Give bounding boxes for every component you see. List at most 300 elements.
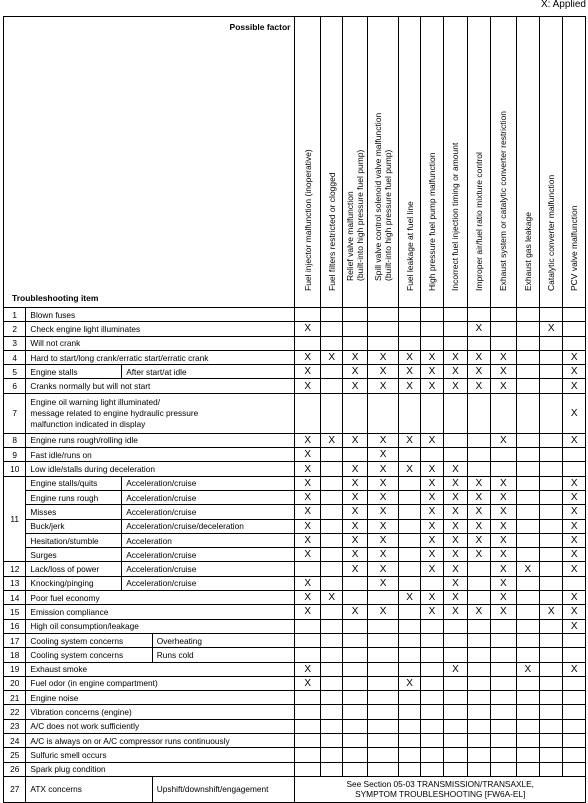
empty-cell — [444, 719, 467, 733]
table-row — [4, 519, 586, 533]
applied-mark: X — [420, 591, 443, 605]
header-corner — [4, 17, 295, 308]
empty-cell — [444, 748, 467, 762]
empty-cell — [399, 619, 420, 633]
empty-cell — [491, 691, 516, 705]
applied-mark: X — [444, 505, 467, 519]
empty-cell — [467, 762, 490, 776]
empty-cell — [420, 619, 443, 633]
row-number: 25 — [4, 748, 26, 762]
row-condition: Upshift/downshift/engagement — [152, 776, 295, 802]
row-item: Spark plug condition — [26, 762, 295, 776]
empty-cell — [516, 734, 539, 748]
row-number: 8 — [4, 433, 26, 447]
empty-cell — [367, 705, 399, 719]
empty-cell — [420, 322, 443, 336]
empty-cell — [491, 648, 516, 662]
factor-header — [420, 17, 443, 308]
empty-cell — [420, 676, 443, 690]
row-number: 12 — [4, 562, 26, 576]
empty-cell — [399, 519, 420, 533]
empty-cell — [367, 748, 399, 762]
applied-mark: X — [320, 433, 342, 447]
troubleshooting-item-label: Troubleshooting item — [12, 293, 99, 303]
empty-cell — [540, 476, 563, 490]
empty-cell — [540, 648, 563, 662]
table-row — [4, 533, 586, 547]
table-row — [4, 562, 586, 576]
empty-cell — [467, 676, 490, 690]
row-item: Emission compliance — [26, 605, 295, 619]
empty-cell — [540, 748, 563, 762]
empty-cell — [320, 605, 342, 619]
applied-mark: X — [563, 562, 586, 576]
applied-mark: X — [343, 462, 367, 476]
empty-cell — [467, 562, 490, 576]
empty-cell — [563, 322, 586, 336]
empty-cell — [540, 519, 563, 533]
empty-cell — [540, 433, 563, 447]
factor-label: High pressure fuel pump malfunction — [427, 152, 438, 291]
empty-cell — [320, 336, 342, 350]
empty-cell — [399, 576, 420, 590]
table-row — [4, 393, 586, 433]
applied-mark: X — [467, 533, 490, 547]
empty-cell — [320, 462, 342, 476]
possible-factor-label: Possible factor — [229, 22, 291, 32]
table-row — [4, 605, 586, 619]
empty-cell — [343, 734, 367, 748]
applied-mark: X — [563, 350, 586, 364]
empty-cell — [399, 662, 420, 676]
applied-mark: X — [563, 476, 586, 490]
row-condition: Overheating — [152, 633, 295, 647]
empty-cell — [399, 605, 420, 619]
empty-cell — [320, 576, 342, 590]
empty-cell — [516, 350, 539, 364]
empty-cell — [467, 462, 490, 476]
factor-label: Exhaust system or catalytic converter restriction — [498, 111, 509, 291]
empty-cell — [320, 562, 342, 576]
table-row — [4, 633, 586, 647]
applied-mark: X — [467, 490, 490, 504]
applied-mark: X — [444, 476, 467, 490]
row-condition: Acceleration/cruise — [122, 490, 295, 504]
applied-mark: X — [491, 605, 516, 619]
applied-mark: X — [444, 605, 467, 619]
row-item: Will not crank — [26, 336, 295, 350]
empty-cell — [516, 548, 539, 562]
applied-mark: X — [295, 662, 320, 676]
row-number: 17 — [4, 633, 26, 647]
empty-cell — [491, 748, 516, 762]
empty-cell — [540, 633, 563, 647]
row-number: 16 — [4, 619, 26, 633]
empty-cell — [367, 591, 399, 605]
empty-cell — [491, 393, 516, 433]
empty-cell — [320, 762, 342, 776]
empty-cell — [343, 308, 367, 322]
factor-header — [563, 17, 586, 308]
empty-cell — [491, 719, 516, 733]
empty-cell — [563, 734, 586, 748]
table-row — [4, 676, 586, 690]
table-body — [4, 308, 586, 803]
empty-cell — [467, 448, 490, 462]
applied-mark: X — [343, 433, 367, 447]
table-row — [4, 322, 586, 336]
empty-cell — [399, 691, 420, 705]
empty-cell — [516, 633, 539, 647]
factor-label: Incorrect fuel injection timing or amount — [450, 142, 461, 291]
applied-mark: X — [367, 433, 399, 447]
applied-mark: X — [563, 379, 586, 393]
factor-header — [367, 17, 399, 308]
empty-cell — [320, 365, 342, 379]
applied-mark: X — [563, 365, 586, 379]
empty-cell — [320, 719, 342, 733]
applied-mark: X — [563, 605, 586, 619]
row-condition: Acceleration/cruise — [122, 548, 295, 562]
empty-cell — [444, 691, 467, 705]
applied-mark: X — [367, 519, 399, 533]
applied-mark: X — [467, 350, 490, 364]
table-row — [4, 548, 586, 562]
applied-mark: X — [399, 433, 420, 447]
applied-mark: X — [320, 591, 342, 605]
applied-mark: X — [420, 533, 443, 547]
empty-cell — [343, 322, 367, 336]
empty-cell — [320, 662, 342, 676]
applied-mark: X — [367, 576, 399, 590]
applied-mark: X — [444, 379, 467, 393]
applied-mark: X — [399, 379, 420, 393]
empty-cell — [367, 619, 399, 633]
factor-label: Fuel leakage at fuel line — [404, 201, 415, 291]
empty-cell — [320, 676, 342, 690]
applied-mark: X — [367, 490, 399, 504]
header-row — [4, 17, 586, 308]
row-item: ATX concerns — [26, 776, 152, 802]
applied-mark: X — [444, 576, 467, 590]
row-number: 21 — [4, 691, 26, 705]
empty-cell — [563, 336, 586, 350]
empty-cell — [540, 734, 563, 748]
row-item: Misses — [26, 505, 122, 519]
row-number: 24 — [4, 734, 26, 748]
legend: X: Applied — [540, 0, 586, 10]
empty-cell — [399, 308, 420, 322]
empty-cell — [516, 748, 539, 762]
row-item: Sulfuric smell occurs — [26, 748, 295, 762]
applied-mark: X — [491, 433, 516, 447]
applied-mark: X — [295, 448, 320, 462]
empty-cell — [320, 548, 342, 562]
empty-cell — [540, 336, 563, 350]
applied-mark: X — [343, 505, 367, 519]
empty-cell — [540, 505, 563, 519]
empty-cell — [540, 619, 563, 633]
applied-mark: X — [491, 562, 516, 576]
empty-cell — [563, 576, 586, 590]
row-item: Engine stalls/quits — [26, 476, 122, 490]
empty-cell — [444, 705, 467, 719]
empty-cell — [563, 633, 586, 647]
empty-cell — [367, 662, 399, 676]
empty-cell — [343, 336, 367, 350]
row-item: Poor fuel economy — [26, 591, 295, 605]
empty-cell — [399, 476, 420, 490]
empty-cell — [516, 762, 539, 776]
applied-mark: X — [295, 505, 320, 519]
empty-cell — [399, 705, 420, 719]
table-row — [4, 490, 586, 504]
empty-cell — [343, 662, 367, 676]
table-row — [4, 648, 586, 662]
empty-cell — [467, 719, 490, 733]
applied-mark: X — [563, 619, 586, 633]
applied-mark: X — [367, 533, 399, 547]
factor-label: Relief valve malfunction (built-into high pressure fuel pump) — [345, 149, 366, 281]
empty-cell — [295, 734, 320, 748]
empty-cell — [540, 393, 563, 433]
row-number: 19 — [4, 662, 26, 676]
applied-mark: X — [399, 350, 420, 364]
applied-mark: X — [516, 662, 539, 676]
table-row — [4, 476, 586, 490]
empty-cell — [399, 548, 420, 562]
empty-cell — [367, 633, 399, 647]
row-condition: Acceleration/cruise — [122, 576, 295, 590]
empty-cell — [320, 308, 342, 322]
applied-mark: X — [444, 591, 467, 605]
empty-cell — [420, 762, 443, 776]
applied-mark: X — [467, 476, 490, 490]
table-row — [4, 379, 586, 393]
row-number: 1 — [4, 308, 26, 322]
row-item: Hard to start/long crank/erratic start/erratic crank — [26, 350, 295, 364]
empty-cell — [516, 676, 539, 690]
empty-cell — [540, 762, 563, 776]
applied-mark: X — [295, 322, 320, 336]
empty-cell — [399, 336, 420, 350]
empty-cell — [444, 322, 467, 336]
table-row — [4, 576, 586, 590]
empty-cell — [491, 705, 516, 719]
factor-header — [516, 17, 539, 308]
empty-cell — [467, 691, 490, 705]
applied-mark: X — [491, 365, 516, 379]
applied-mark: X — [420, 433, 443, 447]
empty-cell — [491, 322, 516, 336]
empty-cell — [467, 633, 490, 647]
applied-mark: X — [295, 605, 320, 619]
applied-mark: X — [491, 379, 516, 393]
empty-cell — [295, 562, 320, 576]
factor-header — [491, 17, 516, 308]
applied-mark: X — [491, 533, 516, 547]
empty-cell — [420, 308, 443, 322]
applied-mark: X — [295, 433, 320, 447]
applied-mark: X — [491, 505, 516, 519]
empty-cell — [444, 676, 467, 690]
applied-mark: X — [367, 462, 399, 476]
empty-cell — [420, 662, 443, 676]
row-number: 5 — [4, 365, 26, 379]
row-number: 27 — [4, 776, 26, 802]
empty-cell — [420, 734, 443, 748]
empty-cell — [467, 734, 490, 748]
row-number: 23 — [4, 719, 26, 733]
applied-mark: X — [516, 562, 539, 576]
empty-cell — [367, 308, 399, 322]
empty-cell — [399, 505, 420, 519]
empty-cell — [516, 308, 539, 322]
empty-cell — [516, 379, 539, 393]
empty-cell — [295, 336, 320, 350]
row-item: A/C does not work sufficiently — [26, 719, 295, 733]
applied-mark: X — [444, 490, 467, 504]
applied-mark: X — [444, 365, 467, 379]
applied-mark: X — [367, 562, 399, 576]
table-row — [4, 505, 586, 519]
factor-label: Improper air/fuel ratio mixture control — [473, 152, 484, 291]
empty-cell — [320, 705, 342, 719]
row-item: Cranks normally but will not start — [26, 379, 295, 393]
empty-cell — [420, 336, 443, 350]
applied-mark: X — [420, 562, 443, 576]
empty-cell — [343, 762, 367, 776]
empty-cell — [399, 734, 420, 748]
row-item: Knocking/pinging — [26, 576, 122, 590]
see-section-note: See Section 05-03 TRANSMISSION/TRANSAXLE, SYMPTOM TROUBLESHOOTING [FW6A-EL] — [295, 776, 586, 802]
empty-cell — [399, 562, 420, 576]
empty-cell — [295, 648, 320, 662]
empty-cell — [540, 705, 563, 719]
applied-mark: X — [563, 393, 586, 433]
empty-cell — [516, 462, 539, 476]
empty-cell — [320, 619, 342, 633]
empty-cell — [540, 548, 563, 562]
empty-cell — [399, 648, 420, 662]
applied-mark: X — [343, 519, 367, 533]
empty-cell — [467, 648, 490, 662]
factor-label: Catalytic converter malfunction — [546, 174, 557, 291]
empty-cell — [516, 705, 539, 719]
empty-cell — [516, 591, 539, 605]
row-item: Fuel odor (in engine compartment) — [26, 676, 295, 690]
empty-cell — [320, 648, 342, 662]
applied-mark: X — [420, 548, 443, 562]
row-item: A/C is always on or A/C compressor runs continuously — [26, 734, 295, 748]
empty-cell — [320, 476, 342, 490]
empty-cell — [320, 691, 342, 705]
applied-mark: X — [295, 533, 320, 547]
factor-header — [295, 17, 320, 308]
empty-cell — [367, 393, 399, 433]
empty-cell — [516, 365, 539, 379]
applied-mark: X — [420, 365, 443, 379]
empty-cell — [295, 705, 320, 719]
row-condition: After start/at idle — [122, 365, 295, 379]
applied-mark: X — [295, 365, 320, 379]
empty-cell — [367, 322, 399, 336]
applied-mark: X — [563, 533, 586, 547]
applied-mark: X — [295, 591, 320, 605]
applied-mark: X — [491, 476, 516, 490]
applied-mark: X — [343, 490, 367, 504]
factor-header — [540, 17, 563, 308]
applied-mark: X — [563, 662, 586, 676]
applied-mark: X — [491, 490, 516, 504]
table-row — [4, 705, 586, 719]
factor-header — [320, 17, 342, 308]
table-row — [4, 336, 586, 350]
empty-cell — [491, 308, 516, 322]
empty-cell — [320, 505, 342, 519]
empty-cell — [420, 719, 443, 733]
empty-cell — [367, 691, 399, 705]
empty-cell — [320, 448, 342, 462]
applied-mark: X — [420, 519, 443, 533]
row-item: Cooling system concerns — [26, 633, 152, 647]
empty-cell — [516, 605, 539, 619]
applied-mark: X — [399, 591, 420, 605]
empty-cell — [343, 676, 367, 690]
empty-cell — [491, 619, 516, 633]
row-number: 13 — [4, 576, 26, 590]
applied-mark: X — [320, 350, 342, 364]
empty-cell — [491, 676, 516, 690]
empty-cell — [540, 462, 563, 476]
row-number: 15 — [4, 605, 26, 619]
applied-mark: X — [444, 662, 467, 676]
row-item: Check engine light illuminates — [26, 322, 295, 336]
row-condition: Acceleration — [122, 533, 295, 547]
empty-cell — [540, 350, 563, 364]
applied-mark: X — [467, 548, 490, 562]
empty-cell — [420, 633, 443, 647]
empty-cell — [367, 676, 399, 690]
factor-label: Spill valve control solenoid valve malfunction (built-into high pressure fuel pump) — [373, 112, 394, 281]
empty-cell — [467, 705, 490, 719]
empty-cell — [420, 705, 443, 719]
empty-cell — [516, 719, 539, 733]
applied-mark: X — [444, 533, 467, 547]
empty-cell — [320, 379, 342, 393]
row-item: Engine stalls — [26, 365, 122, 379]
empty-cell — [343, 633, 367, 647]
table-row — [4, 734, 586, 748]
applied-mark: X — [563, 490, 586, 504]
empty-cell — [540, 562, 563, 576]
applied-mark: X — [491, 548, 516, 562]
empty-cell — [343, 591, 367, 605]
empty-cell — [367, 762, 399, 776]
applied-mark: X — [467, 379, 490, 393]
factor-label: Exhaust gas leakage — [522, 212, 533, 291]
empty-cell — [540, 591, 563, 605]
applied-mark: X — [367, 548, 399, 562]
empty-cell — [343, 719, 367, 733]
applied-mark: X — [295, 576, 320, 590]
empty-cell — [320, 322, 342, 336]
applied-mark: X — [563, 548, 586, 562]
applied-mark: X — [563, 519, 586, 533]
empty-cell — [540, 691, 563, 705]
empty-cell — [491, 662, 516, 676]
table-row — [4, 662, 586, 676]
